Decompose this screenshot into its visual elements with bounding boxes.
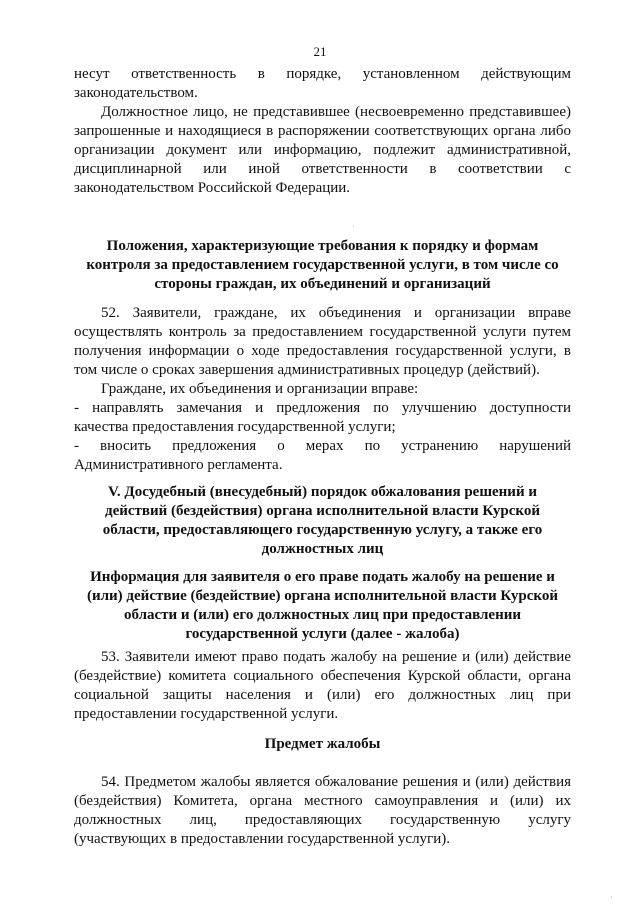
section-heading-line: контроля за предоставлением государственной услуги, в том числе со	[86, 257, 559, 273]
paragraph-line: предоставлении государственной услуги.	[74, 706, 339, 722]
list-item-line: качества предоставления государственной услуги;	[74, 419, 396, 435]
scan-speck: ·	[610, 893, 613, 902]
paragraph-line: том числе о сроках завершения административных процедур (действий).	[74, 362, 540, 378]
paragraph-line: должностных лиц, предоставляющих государственную услугу	[74, 812, 571, 828]
section-heading-line: стороны граждан, их объединений и организаций	[154, 276, 491, 292]
paragraph-line: (бездействие) комитета социального обеспечения Курской области, органа	[74, 668, 571, 684]
list-item-line: Административного регламента.	[74, 457, 283, 473]
paragraph-line: осуществлять контроль за предоставлением государственной услуги путем	[74, 324, 571, 340]
paragraph-line: Должностное лицо, не представившее (несвоевременно представившее)	[101, 104, 571, 120]
section-heading-line: государственной услуги (далее - жалоба)	[185, 626, 460, 642]
paragraph-line: законодательством Российской Федерации.	[74, 180, 351, 196]
paragraph-line: (участвующих в предоставлении государственной услуги).	[74, 831, 450, 847]
paragraph-line: несут ответственность в порядке, установленном действующим	[74, 66, 571, 82]
paragraph-line: дисциплинарной или иной ответственности в соответствии с	[74, 161, 571, 177]
paragraph-line: 53. Заявители имеют право подать жалобу на решение и (или) действие	[101, 649, 571, 665]
scan-speck: ·	[352, 222, 355, 231]
paragraph-line: запрошенные и находящиеся в распоряжении соответствующих органа либо	[74, 123, 571, 139]
paragraph-line: получения информации о ходе предоставления государственной услуги, в	[74, 343, 571, 359]
paragraph-line: 52. Заявители, граждане, их объединения и организации вправе	[101, 305, 571, 321]
paragraph-line: Граждане, их объединения и организации вправе:	[101, 381, 419, 397]
section-heading-line: Положения, характеризующие требования к порядку и формам	[106, 238, 539, 254]
section-heading-line: Информация для заявителя о его праве подать жалобу на решение и	[90, 569, 555, 585]
paragraph-line: социальной защиты населения и (или) его должностных лиц при	[74, 687, 571, 703]
list-item-line: - вносить предложения о мерах по устранению нарушений	[74, 438, 571, 454]
paragraph-line: законодательством.	[74, 85, 198, 101]
paragraph-line: организации документ или информацию, подлежит административной,	[74, 142, 571, 158]
list-item-line: - направлять замечания и предложения по улучшению доступности	[74, 400, 571, 416]
section-heading-line: (или) действие (бездействие) органа исполнительной власти Курской	[86, 588, 558, 604]
chapter-heading-line: области, предоставляющего государственную услугу, а также его	[102, 522, 543, 538]
chapter-heading-line: V. Досудебный (внесудебный) порядок обжалования решений и	[108, 484, 537, 500]
paragraph-line: (бездействия) Комитета, органа местного самоуправления и (или) их	[74, 793, 571, 809]
section-heading-line: области и (или) его должностных лиц при предоставлении	[123, 607, 522, 623]
section-heading: Предмет жалобы	[264, 736, 381, 752]
paragraph-line: 54. Предметом жалобы является обжалование решения и (или) действия	[101, 774, 571, 790]
chapter-heading-line: должностных лиц	[261, 541, 384, 557]
chapter-heading-line: действий (бездействия) органа исполнительной власти Курской	[104, 503, 540, 519]
page-number: 21	[313, 44, 327, 59]
